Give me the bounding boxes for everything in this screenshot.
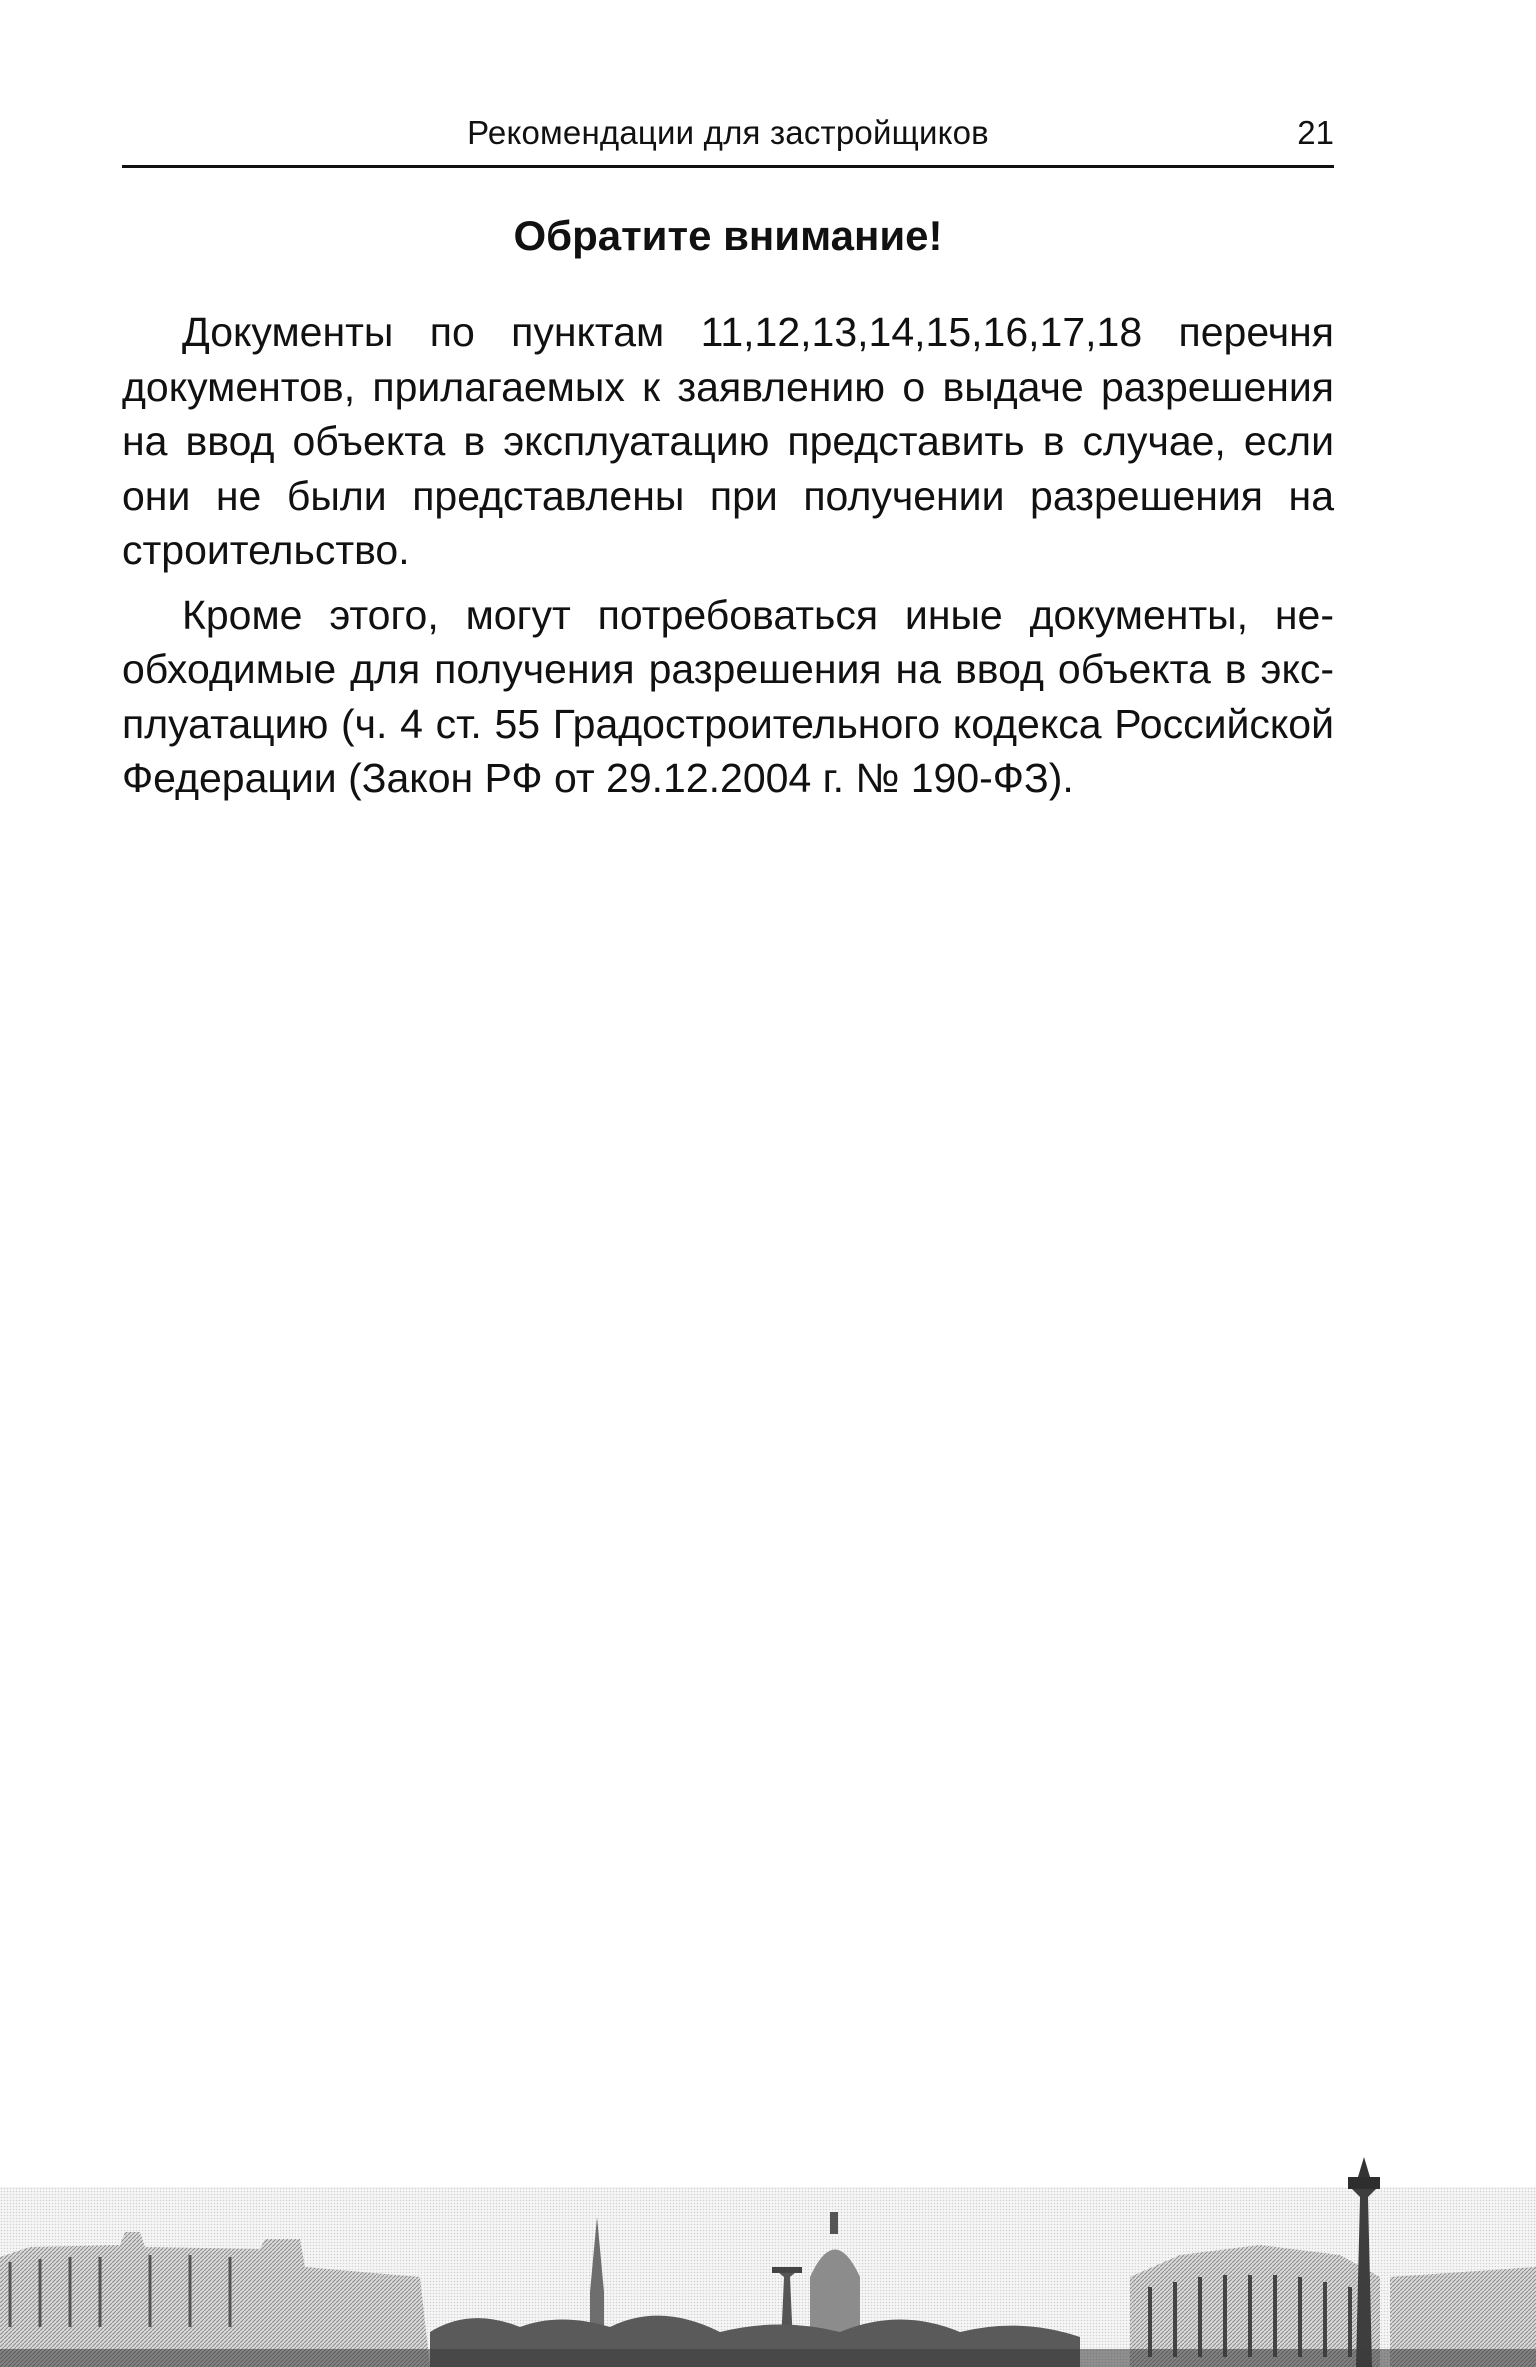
exchange-building-shape [1130,2245,1380,2367]
city-skyline-illustration [0,2127,1536,2367]
paragraph-documents: Документы по пунктам 11,12,13,14,15,16,17,18 перечня документов, прилагаемых к заявлению о выдаче разрешения на ввод объекта в эксплуатацию представить в случае, если они не были представлены при получении разрешения на строительство. [122,309,1334,573]
header-rule [122,165,1334,168]
page-number: 21 [1297,114,1334,151]
paragraph-additional-documents: Кроме этого, могут потребоваться иные документы, необходимые для получения разрешения на ввод объекта в эксплуатацию (ч. 4 ст. 55 Градостроительного кодекса Российской Федерации (Закон РФ от 29.12.2004 г. № 190-ФЗ). [122,591,1334,801]
running-head [122,108,1334,168]
body-text [122,305,1334,816]
notice-heading: Обратите внимание! [513,212,943,259]
running-title: Рекомендации для застройщиков [467,114,989,151]
